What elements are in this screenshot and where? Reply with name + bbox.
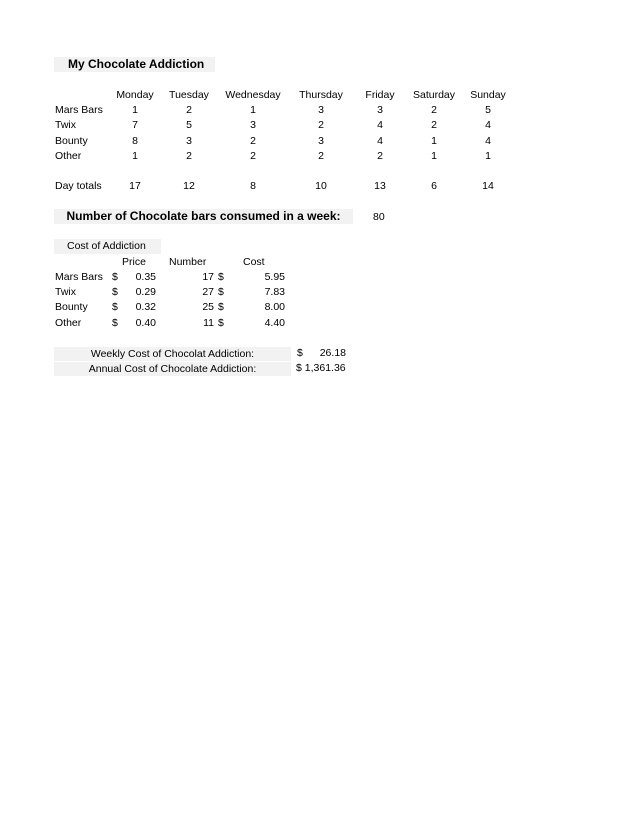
table-cell: 3 bbox=[377, 104, 383, 116]
cost-value: 8.00 bbox=[264, 301, 285, 313]
cost-row-label: Mars Bars bbox=[55, 271, 103, 283]
price-value: 0.29 bbox=[135, 286, 156, 298]
price-header: Price bbox=[122, 256, 146, 268]
day-total: 12 bbox=[183, 180, 195, 192]
price-currency: $ bbox=[112, 317, 118, 329]
table-cell: 1 bbox=[250, 104, 256, 116]
annual-cost-value: $ 1,361.36 bbox=[296, 362, 346, 374]
number-value: 11 bbox=[203, 317, 214, 329]
row-label-other: Other bbox=[55, 150, 82, 162]
cost-value: 5.95 bbox=[264, 271, 285, 283]
number-value: 25 bbox=[202, 301, 214, 313]
table-cell: 2 bbox=[186, 150, 192, 162]
week-total-value: 80 bbox=[373, 211, 385, 223]
table-cell: 4 bbox=[377, 119, 383, 131]
weekly-cost-value: 26.18 bbox=[319, 347, 346, 359]
day-total: 14 bbox=[482, 180, 494, 192]
table-cell: 1 bbox=[132, 150, 138, 162]
cost-row-label: Bounty bbox=[55, 301, 88, 313]
day-header-wednesday: Wednesday bbox=[225, 89, 281, 101]
day-header-thursday: Thursday bbox=[299, 89, 343, 101]
table-cell: 3 bbox=[186, 135, 192, 147]
day-total: 8 bbox=[250, 180, 256, 192]
price-currency: $ bbox=[112, 271, 118, 283]
day-total: 10 bbox=[315, 180, 327, 192]
week-total-label: Number of Chocolate bars consumed in a week: bbox=[54, 209, 353, 224]
day-total: 13 bbox=[374, 180, 386, 192]
price-currency: $ bbox=[112, 286, 118, 298]
table-cell: 2 bbox=[431, 104, 437, 116]
cost-currency: $ bbox=[218, 286, 224, 298]
day-header-saturday: Saturday bbox=[412, 89, 456, 101]
price-value: 0.40 bbox=[135, 317, 156, 329]
table-cell: 2 bbox=[377, 150, 383, 162]
day-total: 6 bbox=[431, 180, 437, 192]
table-cell: 1 bbox=[431, 135, 437, 147]
day-total: 17 bbox=[129, 180, 141, 192]
table-cell: 2 bbox=[250, 135, 256, 147]
table-cell: 1 bbox=[485, 150, 491, 162]
table-cell: 2 bbox=[186, 104, 192, 116]
day-header-monday: Monday bbox=[116, 89, 154, 101]
day-header-friday: Friday bbox=[365, 89, 395, 101]
row-label-twix: Twix bbox=[55, 119, 76, 131]
price-value: 0.32 bbox=[135, 301, 156, 313]
table-cell: 3 bbox=[318, 104, 324, 116]
table-cell: 3 bbox=[250, 119, 256, 131]
table-cell: 4 bbox=[485, 119, 491, 131]
weekly-cost-label: Weekly Cost of Chocolat Addiction: bbox=[54, 347, 291, 361]
day-totals-label: Day totals bbox=[55, 180, 102, 192]
weekly-cost-currency: $ bbox=[297, 347, 303, 359]
price-currency: $ bbox=[112, 301, 118, 313]
table-cell: 4 bbox=[377, 135, 383, 147]
cost-row-label: Twix bbox=[55, 286, 76, 298]
row-label-bounty: Bounty bbox=[55, 135, 88, 147]
cost-row-label: Other bbox=[55, 317, 82, 329]
number-header: Number bbox=[169, 256, 207, 268]
number-value: 17 bbox=[202, 271, 214, 283]
cost-currency: $ bbox=[218, 301, 224, 313]
day-header-tuesday: Tuesday bbox=[169, 89, 209, 101]
table-cell: 1 bbox=[132, 104, 138, 116]
table-cell: 8 bbox=[132, 135, 138, 147]
table-cell: 2 bbox=[431, 119, 437, 131]
cost-currency: $ bbox=[218, 271, 224, 283]
table-cell: 5 bbox=[485, 104, 491, 116]
table-cell: 2 bbox=[250, 150, 256, 162]
cost-currency: $ bbox=[218, 317, 224, 329]
cost-header: Cost bbox=[243, 256, 265, 268]
table-cell: 1 bbox=[431, 150, 437, 162]
table-cell: 3 bbox=[318, 135, 324, 147]
number-value: 27 bbox=[202, 286, 214, 298]
day-header-sunday: Sunday bbox=[470, 89, 506, 101]
table-cell: 4 bbox=[485, 135, 491, 147]
table-cell: 2 bbox=[318, 119, 324, 131]
cost-value: 4.40 bbox=[264, 317, 285, 329]
table-cell: 7 bbox=[132, 119, 138, 131]
price-value: 0.35 bbox=[135, 271, 156, 283]
row-label-mars-bars: Mars Bars bbox=[55, 104, 103, 116]
cost-value: 7.83 bbox=[264, 286, 285, 298]
cost-section-title: Cost of Addiction bbox=[54, 239, 161, 254]
table-cell: 5 bbox=[186, 119, 192, 131]
annual-cost-label: Annual Cost of Chocolate Addiction: bbox=[54, 362, 291, 376]
table-cell: 2 bbox=[318, 150, 324, 162]
page-title: My Chocolate Addiction bbox=[54, 57, 215, 72]
